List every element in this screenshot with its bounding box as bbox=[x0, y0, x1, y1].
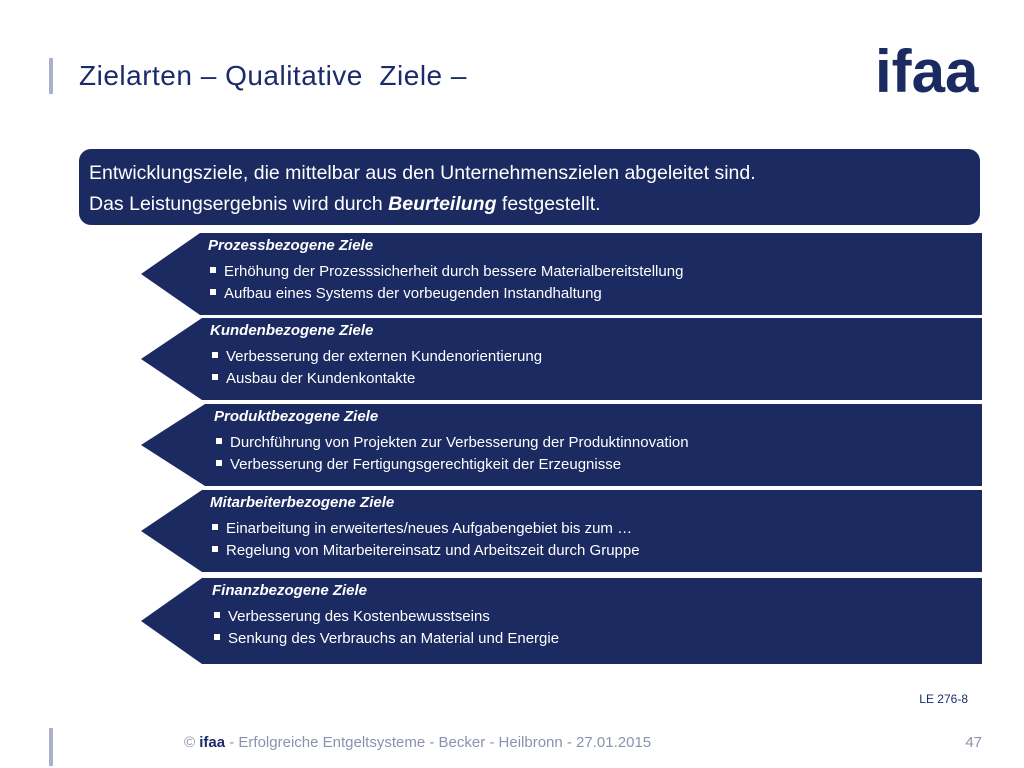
footer-accent-bar bbox=[49, 728, 53, 766]
logo-text: ifaa bbox=[875, 38, 979, 96]
category-heading: Kundenbezogene Ziele bbox=[210, 322, 374, 339]
square-bullet-icon bbox=[216, 460, 222, 466]
category-block bbox=[0, 578, 1024, 664]
square-bullet-icon bbox=[212, 546, 218, 552]
category-items bbox=[216, 432, 689, 476]
category-item-text: Durchführung von Projekten zur Verbesserung der Produktinnovation bbox=[230, 434, 689, 451]
category-items bbox=[214, 606, 559, 650]
category-item-text: Verbesserung der externen Kundenorientierung bbox=[226, 348, 543, 365]
category-item bbox=[212, 346, 542, 368]
slide-code: LE 276-8 bbox=[919, 692, 968, 706]
category-item bbox=[210, 261, 683, 283]
square-bullet-icon bbox=[210, 267, 216, 273]
intro-line-2-start: Das Leistungsergebnis wird durch bbox=[89, 193, 389, 215]
category-heading: Produktbezogene Ziele bbox=[214, 408, 379, 425]
category-block bbox=[0, 490, 1024, 572]
square-bullet-icon bbox=[216, 438, 222, 444]
category-heading: Prozessbezogene Ziele bbox=[208, 237, 374, 254]
page-number: 47 bbox=[965, 734, 982, 751]
intro-box bbox=[79, 149, 980, 225]
category-items bbox=[210, 261, 683, 305]
square-bullet-icon bbox=[214, 634, 220, 640]
square-bullet-icon bbox=[212, 374, 218, 380]
category-item-text: Aufbau eines Systems der vorbeugenden Instandhaltung bbox=[224, 285, 602, 302]
category-item bbox=[214, 628, 559, 650]
category-items bbox=[212, 518, 640, 562]
title-accent-bar bbox=[49, 58, 53, 94]
category-item bbox=[216, 432, 689, 454]
intro-line-1: Entwicklungsziele, die mittelbar aus den Unternehmenszielen abgeleitet sind. bbox=[89, 162, 756, 184]
category-item-text: Erhöhung der Prozesssicherheit durch bessere Materialbereitstellung bbox=[224, 263, 684, 280]
category-heading: Finanzbezogene Ziele bbox=[212, 582, 368, 599]
category-items bbox=[212, 346, 542, 390]
category-item bbox=[214, 606, 559, 628]
footer-caption: - Erfolgreiche Entgeltsysteme - Becker - Heilbronn - 27.01.2015 bbox=[225, 734, 652, 751]
footer-text bbox=[184, 734, 651, 751]
category-item bbox=[210, 283, 683, 305]
footer-brand: ifaa bbox=[199, 734, 226, 751]
intro-line-2-end: festgestellt. bbox=[496, 193, 601, 215]
category-block bbox=[0, 404, 1024, 486]
category-heading: Mitarbeiterbezogene Ziele bbox=[210, 494, 395, 511]
category-item-text: Senkung des Verbrauchs an Material und Energie bbox=[228, 630, 560, 647]
category-block bbox=[0, 318, 1024, 400]
category-item bbox=[212, 518, 640, 540]
category-item bbox=[212, 368, 542, 390]
square-bullet-icon bbox=[212, 352, 218, 358]
category-block bbox=[0, 233, 1024, 315]
slide-title: Zielarten – Qualitative Ziele – bbox=[79, 60, 467, 91]
category-item-text: Einarbeitung in erweitertes/neues Aufgabengebiet bis zum … bbox=[226, 520, 633, 537]
category-item-text: Ausbau der Kundenkontakte bbox=[226, 370, 416, 387]
square-bullet-icon bbox=[210, 289, 216, 295]
ifaa-logo bbox=[875, 34, 987, 96]
intro-line-2 bbox=[89, 189, 970, 220]
square-bullet-icon bbox=[212, 524, 218, 530]
category-item-text: Verbesserung des Kostenbewusstseins bbox=[228, 608, 490, 625]
category-item bbox=[216, 454, 689, 476]
intro-emphasis: Beurteilung bbox=[388, 193, 497, 215]
footer-copyright: © bbox=[184, 734, 200, 751]
category-item-text: Verbesserung der Fertigungsgerechtigkeit der Erzeugnisse bbox=[230, 456, 622, 473]
square-bullet-icon bbox=[214, 612, 220, 618]
category-item-text: Regelung von Mitarbeitereinsatz und Arbeitszeit durch Gruppe bbox=[226, 542, 640, 559]
category-item bbox=[212, 540, 640, 562]
